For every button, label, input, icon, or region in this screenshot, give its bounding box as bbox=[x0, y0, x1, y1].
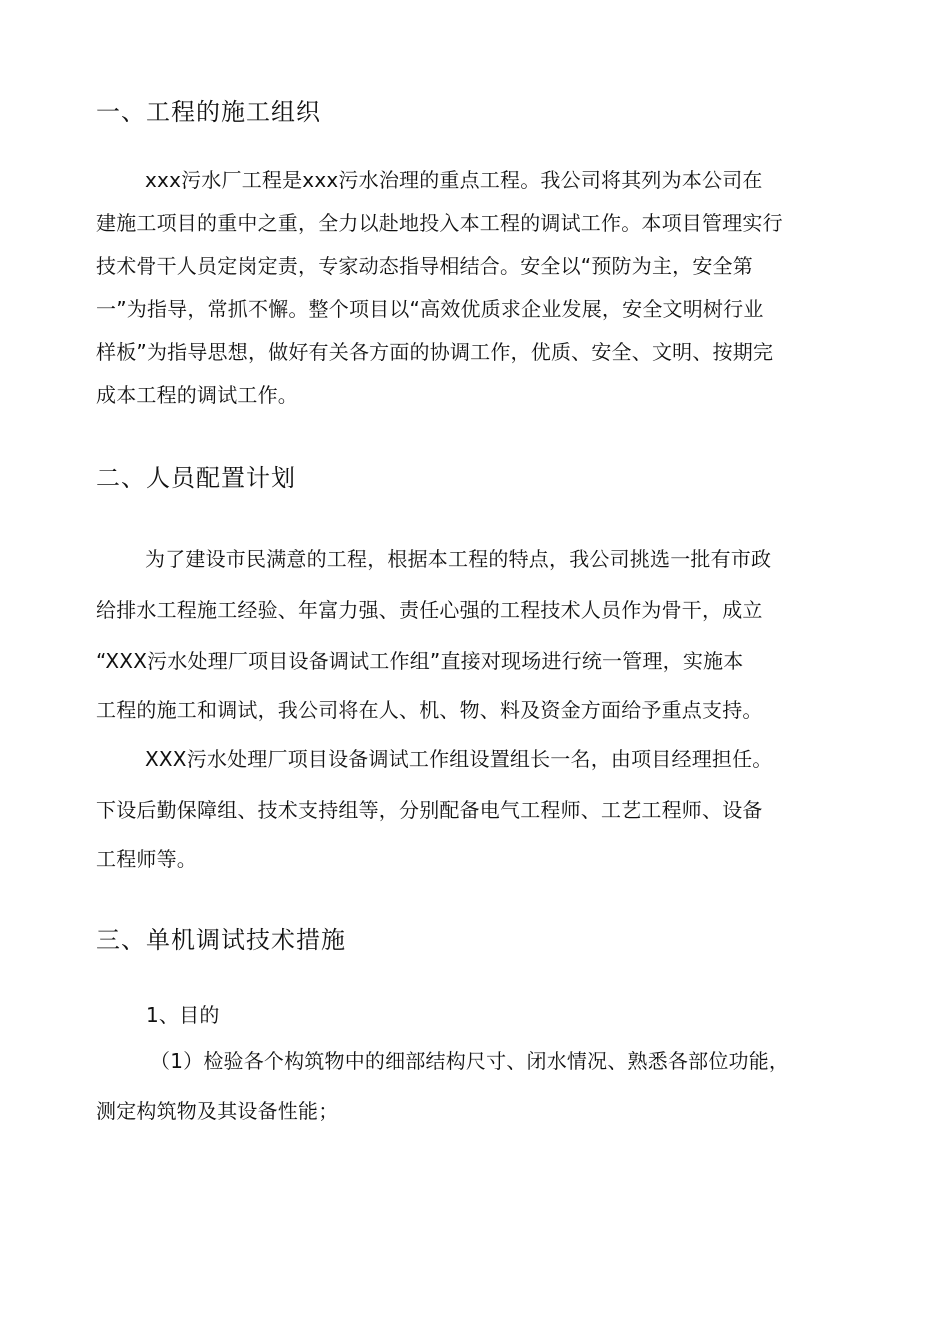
paragraph-line: 工程师等。 bbox=[96, 847, 197, 871]
paragraph-line: 建施工项目的重中之重，全力以赴地投入本工程的调试工作。本项目管理实行 bbox=[96, 211, 783, 235]
section-heading-3: 三、单机调试技术措施 bbox=[96, 926, 346, 954]
paragraph-line: （1）检验各个构筑物中的细部结构尺寸、闭水情况、熟悉各部位功能， bbox=[150, 1049, 790, 1073]
paragraph-line: 给排水工程施工经验、年富力强、责任心强的工程技术人员作为骨干，成立 bbox=[96, 598, 763, 622]
subheading: 1、目的 bbox=[146, 1003, 220, 1027]
paragraph-line: 测定构筑物及其设备性能； bbox=[96, 1099, 339, 1123]
section-heading-2: 二、人员配置计划 bbox=[96, 464, 296, 492]
paragraph-line: 样板”为指导思想，做好有关各方面的协调工作，优质、安全、文明、按期完 bbox=[96, 340, 774, 364]
paragraph-line: 为了建设市民满意的工程，根据本工程的特点，我公司挑选一批有市政 bbox=[145, 547, 772, 571]
paragraph-line: 技术骨干人员定岗定责，专家动态指导相结合。安全以“预防为主，安全第 bbox=[96, 254, 753, 278]
paragraph-line: “XXX污水处理厂项目设备调试工作组”直接对现场进行统一管理，实施本 bbox=[96, 649, 744, 673]
paragraph-line: 一”为指导，常抓不懈。整个项目以“高效优质求企业发展，安全文明树行业 bbox=[96, 297, 764, 321]
paragraph-line: xxx污水厂工程是xxx污水治理的重点工程。我公司将其列为本公司在 bbox=[145, 168, 763, 192]
section-heading-1: 一、工程的施工组织 bbox=[96, 98, 321, 126]
paragraph-line: XXX污水处理厂项目设备调试工作组设置组长一名，由项目经理担任。 bbox=[145, 747, 773, 771]
paragraph-line: 下设后勤保障组、技术支持组等，分别配备电气工程师、工艺工程师、设备 bbox=[96, 798, 763, 822]
paragraph-line: 成本工程的调试工作。 bbox=[96, 383, 298, 407]
paragraph-line: 工程的施工和调试，我公司将在人、机、物、料及资金方面给予重点支持。 bbox=[96, 698, 763, 722]
